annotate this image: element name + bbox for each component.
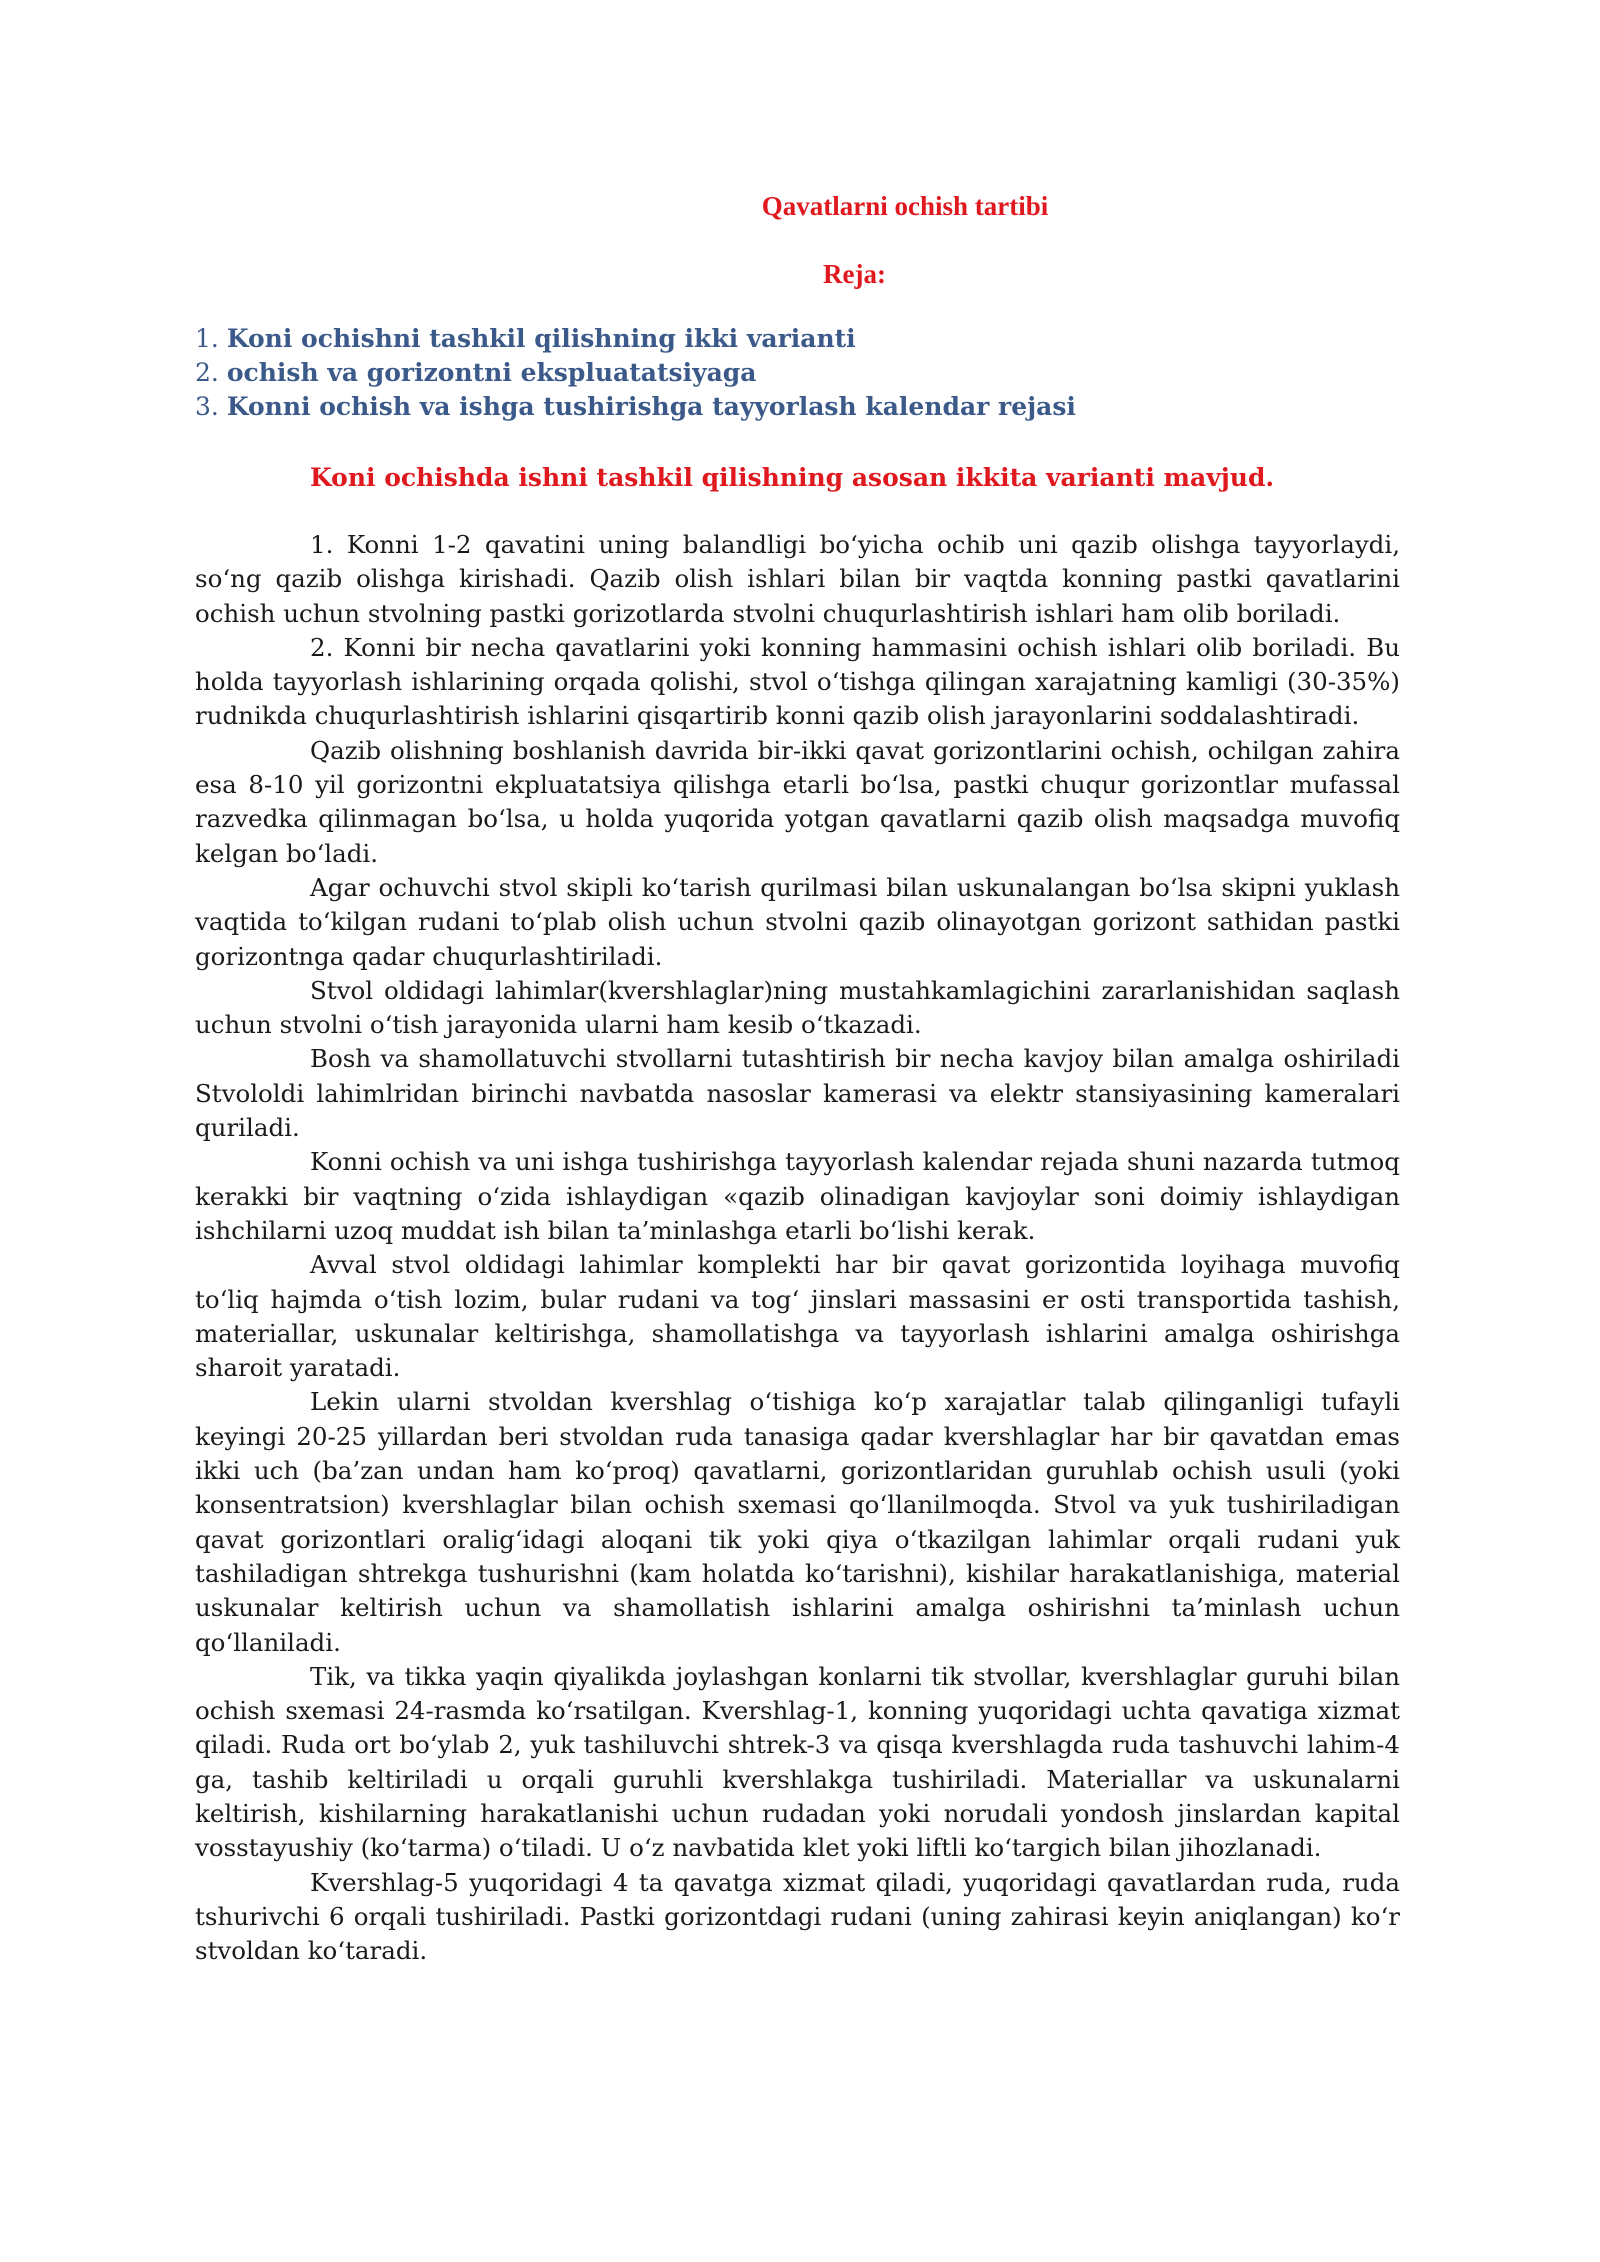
paragraph: Kvershlag-5 yuqoridagi 4 ta qavatga xizmat qiladi, yuqoridagi qavatlardan ruda, ruda tshurivchi 6 orqali tushiriladi. Pastki gorizontdagi rudani (uning zahirasi keyin aniqlangan) ko‘r stvoldan ko‘taradi. [195,1867,1400,1966]
plan-item [195,356,1400,390]
body-text [195,528,1400,1968]
plan-item [195,322,1400,356]
plan-item-number: 2. [195,358,219,387]
paragraph: Qazib olishning boshlanish davrida bir-ikki qavat gorizontlarini ochish, ochilgan zahira esa 8-10 yil gorizontni ekpluatatsiya qilishga etarli bo‘lsa, pastki chuqur gorizontlar mufassal razvedka qilinmagan bo‘lsa, u holda yuqorida yotgan qavatlarni qazib olish maqsadga muvofiq kelgan bo‘ladi. [195,735,1400,868]
plan-label: Reja: [823,259,886,289]
paragraph: Lekin ularni stvoldan kvershlag o‘tishiga ko‘p xarajatlar talab qilinganligi tufayli keyingi 20-25 yillardan beri stvoldan ruda tanasiga qadar kvershlaglar har bir qavatdan emas ikki uch (ba’zan undan ham ko‘proq) qavatlarni, gorizontlaridan guruhlab ochish usuli (yoki konsentratsion) kvershlaglar bilan ochish sxemasi qo‘llanilmoqda. Stvol va yuk tushiriladigan qavat gorizontlari oralig‘idagi aloqani tik yoki qiya o‘tkazilgan lahimlar orqali rudani yuk tashiladigan shtrekga tushurishni (kam holatda ko‘tarishni), kishilar harakatlanishiga, material uskunalar keltirish uchun va shamollatish ishlarini amalga oshirishni ta’minlash uchun qo‘llaniladi. [195,1387,1400,1657]
paragraph: Bosh va shamollatuvchi stvollarni tutashtirish bir necha kavjoy bilan amalga oshiriladi Stvololdi lahimlridan birinchi navbatda nasoslar kamerasi va elektr stansiyasining kameralari quriladi. [195,1044,1400,1143]
paragraph: Avval stvol oldidagi lahimlar komplekti har bir qavat gorizontida loyihaga muvofiq to‘liq hajmda o‘tish lozim, bular rudani va tog‘ jinslari massasini er osti transportida tashish, materiallar, uskunalar keltirishga, shamollatishga va tayyorlash ishlarini amalga oshirishga sharoit yaratadi. [195,1250,1400,1383]
paragraph: Agar ochuvchi stvol skipli ko‘tarish qurilmasi bilan uskunalangan bo‘lsa skipni yuklash vaqtida to‘kilgan rudani to‘plab olish uchun stvolni qazib olinayotgan gorizont sathidan pastki gorizontnga qadar chuqurlashtiriladi. [195,872,1400,971]
paragraph: 2. Konni bir necha qavatlarini yoki konning hammasini ochish ishlari olib boriladi. Bu holda tayyorlash ishlarining orqada qolishi, stvol o‘tishga qilingan xarajatning kamligi (30-35%) rudnikda chuqurlashtirish ishlarini qisqartirib konni qazib olish jarayonlarini soddalashtiradi. [195,632,1400,731]
plan-item-number: 1. [195,324,219,353]
plan-item [195,390,1400,424]
paragraph: 1. Konni 1-2 qavatini uning balandligi bo‘yicha ochib uni qazib olishga tayyorlaydi, so‘ng qazib olishga kirishadi. Qazib olish ishlari bilan bir vaqtda konning pastki qavatlarini ochish uchun stvolning pastki gorizotlarda stvolni chuqurlashtirish ishlari ham olib boriladi. [195,530,1400,628]
plan-item-text: Koni ochishni tashkil qilishning ikki varianti [226,324,856,353]
page-title: Qavatlarni ochish tartibi [761,191,1049,221]
paragraph: Konni ochish va uni ishga tushirishga tayyorlash kalendar rejada shuni nazarda tutmoq kerakki bir vaqtning o‘zida ishlaydigan «qazib olinadigan kavjoylar soni doimiy ishlaydigan ishchilarni uzoq muddat ish bilan ta’minlashga etarli bo‘lishi kerak. [195,1147,1400,1245]
document-content [195,188,1400,1968]
plan-list [195,322,1400,424]
section-subheading: Koni ochishda ishni tashkil qilishning asosan ikkita varianti mavjud. [310,463,1275,492]
plan-item-text: ochish va gorizontni ekspluatatsiyaga [226,358,757,387]
plan-item-number: 3. [195,392,219,421]
paragraph: Tik, va tikka yaqin qiyalikda joylashgan konlarni tik stvollar, kvershlaglar guruhi bilan ochish sxemasi 24-rasmda ko‘rsatilgan. Kvershlag-1, konning yuqoridagi uchta qavatiga xizmat qiladi. Ruda ort bo‘ylab 2, yuk tashiluvchi shtrek-3 va qisqa kvershlagda ruda tashuvchi lahim-4 ga, tashib keltiriladi u orqali guruhli kvershlakga tushiriladi. Materiallar va uskunalarni keltirish, kishilarning harakatlanishi uchun rudadan yoki norudali yondosh jinslardan kapital vosstayushiy (ko‘tarma) o‘tiladi. U o‘z navbatida klet yoki liftli ko‘targich bilan jihozlanadi. [195,1661,1400,1863]
plan-item-text: Konni ochish va ishga tushirishga tayyorlash kalendar rejasi [226,392,1076,421]
paragraph: Stvol oldidagi lahimlar(kvershlaglar)ning mustahkamlagichini zararlanishidan saqlash uchun stvolni o‘tish jarayonida ularni ham kesib o‘tkazadi. [195,975,1400,1040]
